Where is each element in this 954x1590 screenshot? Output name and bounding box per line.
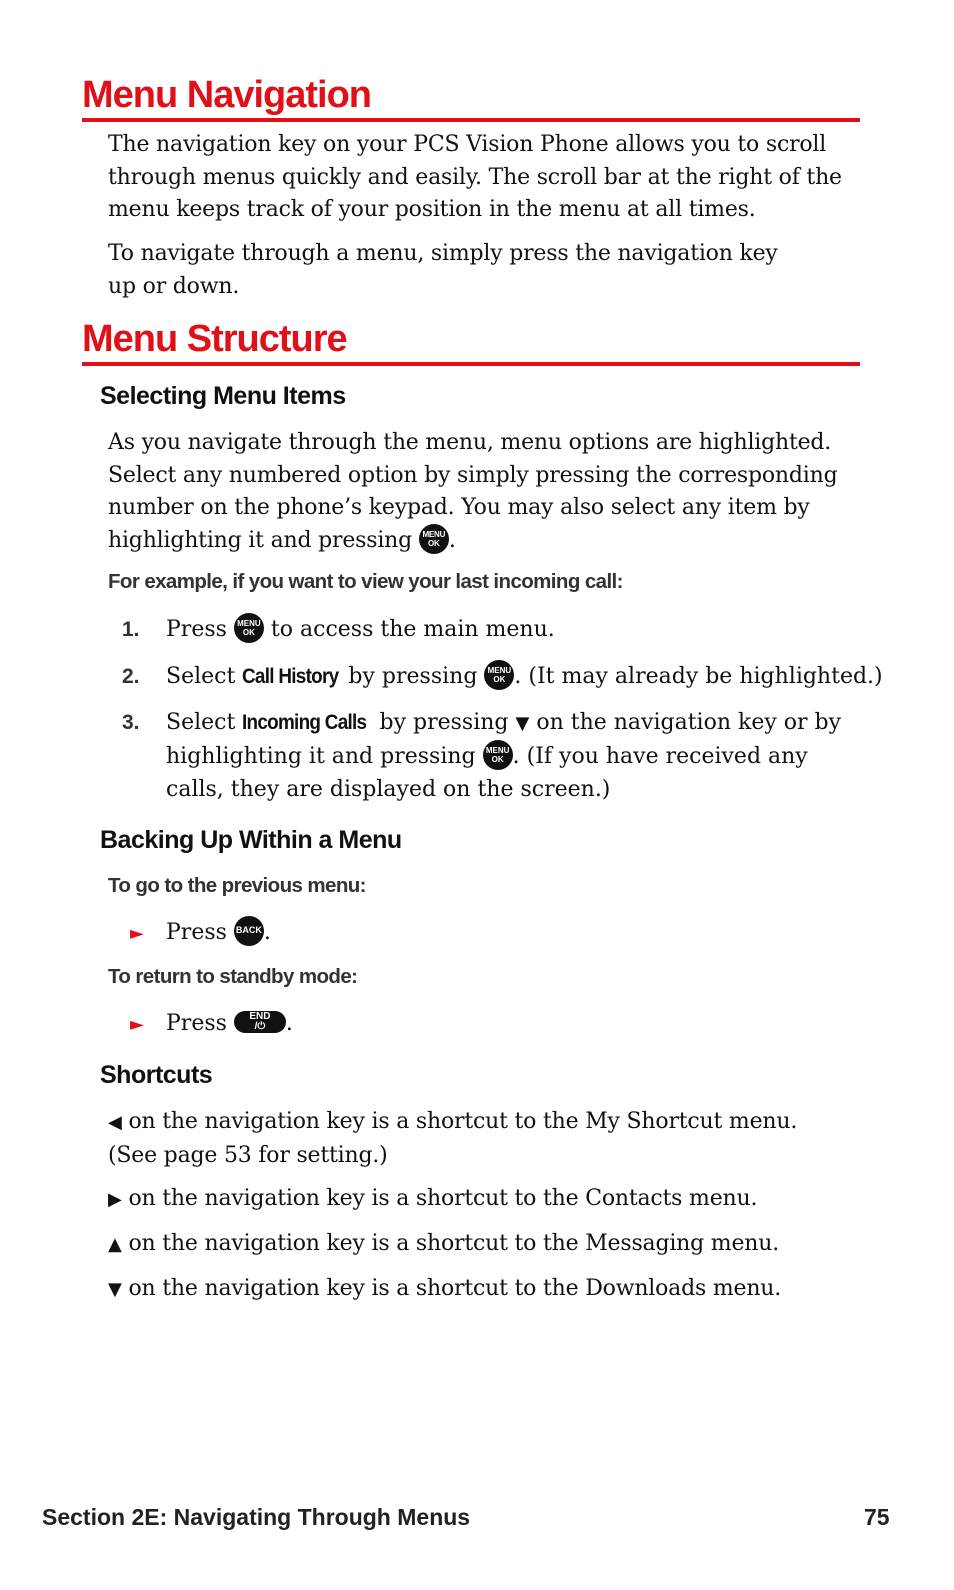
step-number: 3. <box>122 711 140 734</box>
menu-ok-key-icon: MENU OK <box>483 740 513 770</box>
shortcut-up: ▲ on the navigation key is a shortcut to the Messaging menu. <box>108 1231 780 1256</box>
bullet-arrow-icon: ► <box>130 923 144 944</box>
previous-menu-label: To go to the previous menu: <box>108 874 366 897</box>
shortcut-left: ◀ on the navigation key is a shortcut to the My Shortcut menu. (See page 53 for setting.) <box>108 1109 798 1168</box>
down-arrow-icon: ▼ <box>108 1279 122 1300</box>
end-power-key-icon: END /⏻ <box>234 1011 286 1033</box>
step-text: Select Call History by pressing MENU OK . (It may already be highlighted.) <box>166 660 866 693</box>
subheading-backing-up: Backing Up Within a Menu <box>100 826 402 854</box>
step-number: 1. <box>122 618 140 641</box>
down-arrow-icon: ▼ <box>515 713 530 734</box>
selecting-text: As you navigate through the menu, menu options are highlighted. Select any numbered option by simply pressing the corresponding number on the phone’s keypad. You may also select any item by highlighting it and pressing <box>108 430 838 553</box>
paragraph-selecting <box>108 427 848 557</box>
menu-ok-key-icon: MENU OK <box>234 613 264 643</box>
menu-ok-key-icon: MENU OK <box>484 660 514 690</box>
back-key-icon: BACK <box>234 916 264 946</box>
heading-menu-structure: Menu Structure <box>82 318 860 366</box>
shortcut-down: ▼ on the navigation key is a shortcut to the Downloads menu. <box>108 1276 782 1301</box>
left-arrow-icon: ◀ <box>108 1112 122 1133</box>
bullet-text: Press BACK. <box>166 918 271 948</box>
paragraph-navigate-menu: To navigate through a menu, simply press the navigation key up or down. <box>108 241 778 299</box>
bullet-arrow-icon: ► <box>130 1014 144 1035</box>
paragraph-navigation-key: The navigation key on your PCS Vision Phone allows you to scroll through menus quickly and easily. The scroll bar at the right of the menu keeps track of your position in the menu at all times. <box>108 132 842 222</box>
menu-term-call-history: Call History <box>242 665 339 688</box>
shortcut-right: ▶ on the navigation key is a shortcut to the Contacts menu. <box>108 1186 758 1211</box>
subheading-selecting-menu-items: Selecting Menu Items <box>100 382 346 410</box>
heading-menu-navigation: Menu Navigation <box>82 74 860 122</box>
footer-page-number: 75 <box>864 1504 890 1530</box>
bullet-text: Press END /⏻ . <box>166 1011 293 1036</box>
right-arrow-icon: ▶ <box>108 1189 122 1210</box>
example-intro: For example, if you want to view your last incoming call: <box>108 570 623 593</box>
step-number: 2. <box>122 665 140 688</box>
standby-label: To return to standby mode: <box>108 965 358 988</box>
period: . <box>448 527 456 553</box>
step-text: Press MENU OK to access the main menu. <box>166 613 866 646</box>
step-text: Select Incoming Calls by pressing ▼ on the navigation key or by highlighting it and pressing MENU OK . (If you have received any calls, they are displayed on the screen.) <box>166 706 856 806</box>
subheading-shortcuts: Shortcuts <box>100 1061 213 1089</box>
menu-term-incoming-calls: Incoming Calls <box>242 711 367 734</box>
footer-section-title: Section 2E: Navigating Through Menus <box>42 1504 471 1530</box>
menu-ok-key-icon: MENU OK <box>419 524 449 554</box>
up-arrow-icon: ▲ <box>108 1234 122 1255</box>
